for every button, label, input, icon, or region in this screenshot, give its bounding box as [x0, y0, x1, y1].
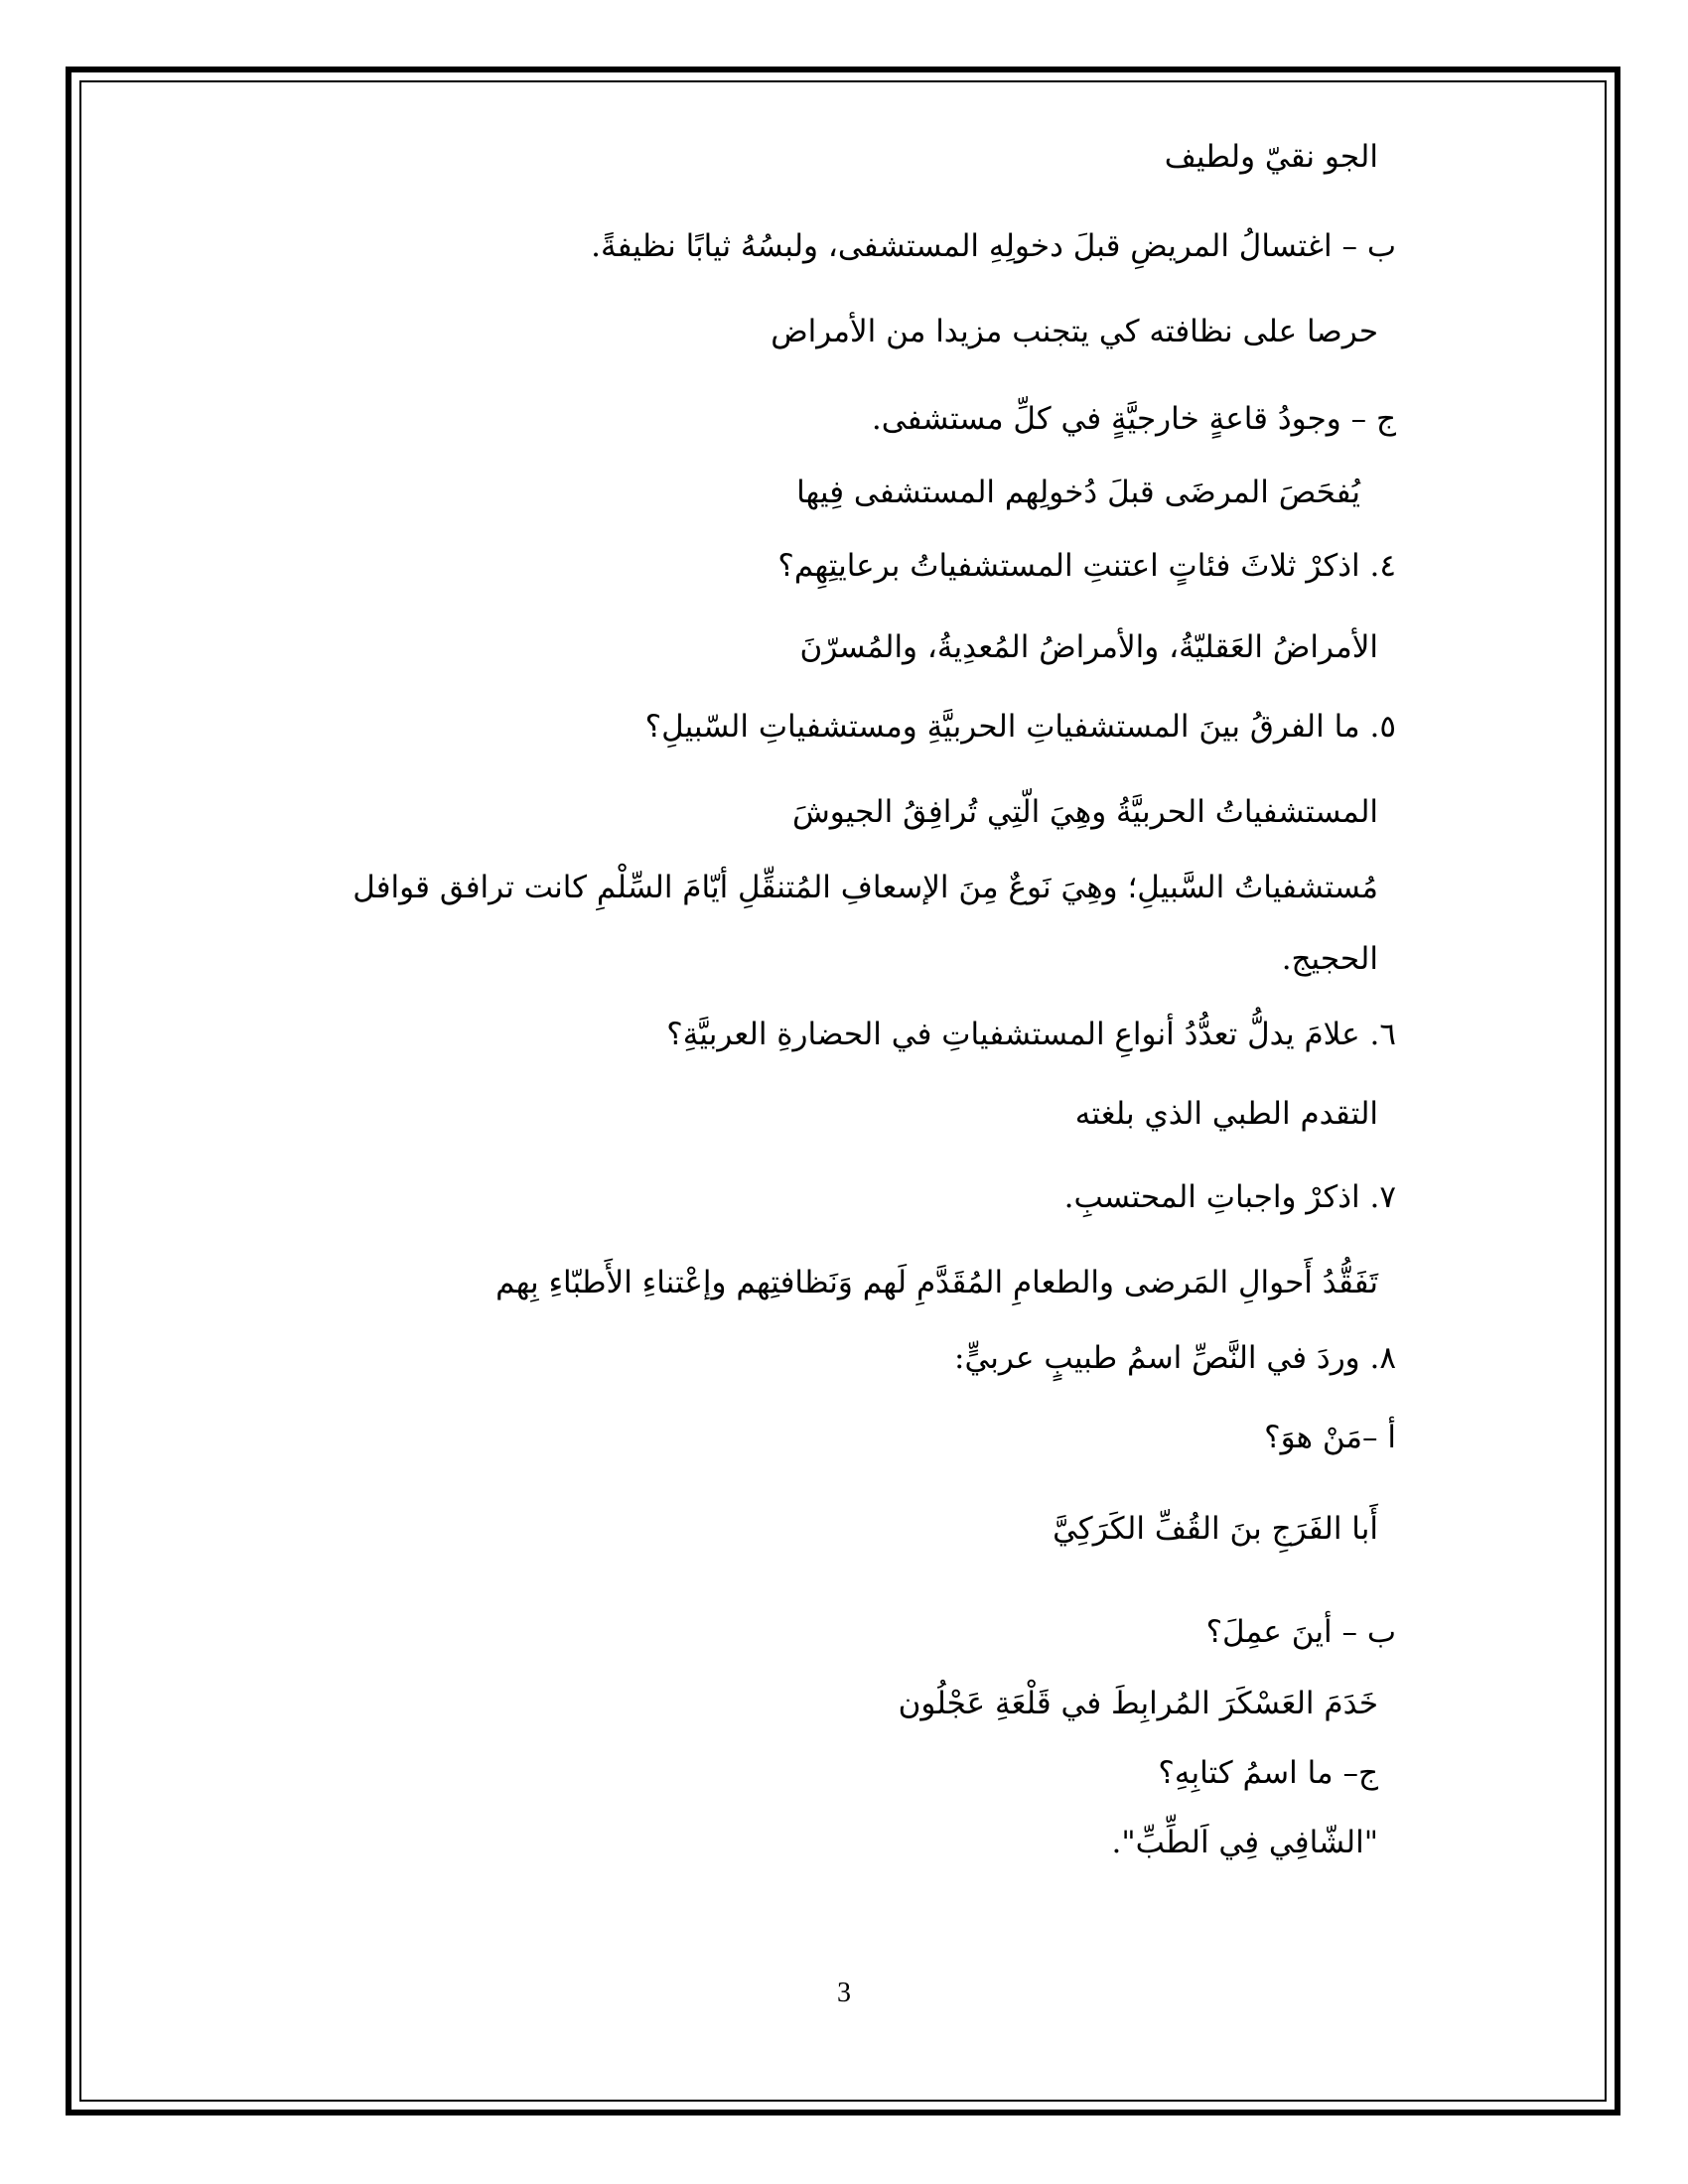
answer-line: يُفحَصَ المرضَى قبلَ دُخولِهم المستشفى فِيها: [796, 475, 1360, 510]
answer-line: الأمراضُ العَقليّةُ، والأمراضُ المُعدِيةُ، والمُسرّنَ: [799, 629, 1378, 665]
answer-line: التقدم الطبي الذي بلغته: [1074, 1096, 1378, 1132]
question-line: ٨. وردَ في النَّصِّ اسمُ طبيبٍ عربيٍّ:: [954, 1340, 1396, 1376]
question-line: ٥. ما الفرقُ بينَ المستشفياتِ الحربيَّةِ ومستشفياتِ السّبيلِ؟: [644, 709, 1396, 745]
answer-line: حرصا على نظافته كي يتجنب مزيدا من الأمراض: [771, 314, 1378, 349]
question-line: ٤. اذكرْ ثلاثَ فئاتٍ اعتنتِ المستشفياتُ برعايتِهِم؟: [777, 548, 1396, 584]
answer-line: خَدَمَ العَسْكَرَ المُرابِطَ في قَلْعَةِ عَجْلُون: [898, 1686, 1378, 1721]
answer-line: أَبا الفَرَجِ بنَ القُفِّ الكَرَكِيَّ: [1053, 1511, 1378, 1547]
question-line: أ –مَنْ هوَ؟: [1264, 1420, 1396, 1455]
answer-line: الحجيج.: [1281, 941, 1378, 977]
question-line: ٦. علامَ يدلُّ تعدُّدُ أنواعِ المستشفياتِ في الحضارةِ العربيَّةِ؟: [666, 1017, 1396, 1052]
question-line: ب – اغتسالُ المريضِ قبلَ دخولِهِ المستشفى، ولبسُهُ ثيابًا نظيفةً.: [591, 228, 1396, 264]
question-line: ج – وجودُ قاعةٍ خارجيَّةٍ في كلِّ مستشفى.: [871, 401, 1396, 437]
page-number: 3: [837, 1978, 851, 2008]
answer-line: مُستشفياتُ السَّبيلِ؛ وهِيَ نَوعٌ مِنَ الإسعافِ المُتنقِّلِ أيّامَ السِّلْمِ كانت ترافق قوافل: [352, 870, 1378, 905]
question-line: ج– ما اسمُ كتابِهِ؟: [1158, 1755, 1378, 1791]
answer-line: الجو نقيّ ولطيف: [1164, 139, 1378, 175]
question-line: ب – أينَ عمِلَ؟: [1205, 1614, 1396, 1650]
answer-line: "الشّافِي فِي اَلطِّبِّ".: [1111, 1825, 1378, 1860]
answer-line: تَفَقُّدُ أَحوالِ المَرضى والطعامِ المُقَدَّمِ لَهم وَنَظافتِهم وإعْتناءِ الأَطبّاءِ بِهم: [495, 1265, 1378, 1300]
answer-line: المستشفياتُ الحربيَّةُ وهِيَ الّتِي تُرافِقُ الجيوشَ: [791, 794, 1378, 830]
question-line: ٧. اذكرْ واجباتِ المحتسبِ.: [1063, 1179, 1396, 1215]
